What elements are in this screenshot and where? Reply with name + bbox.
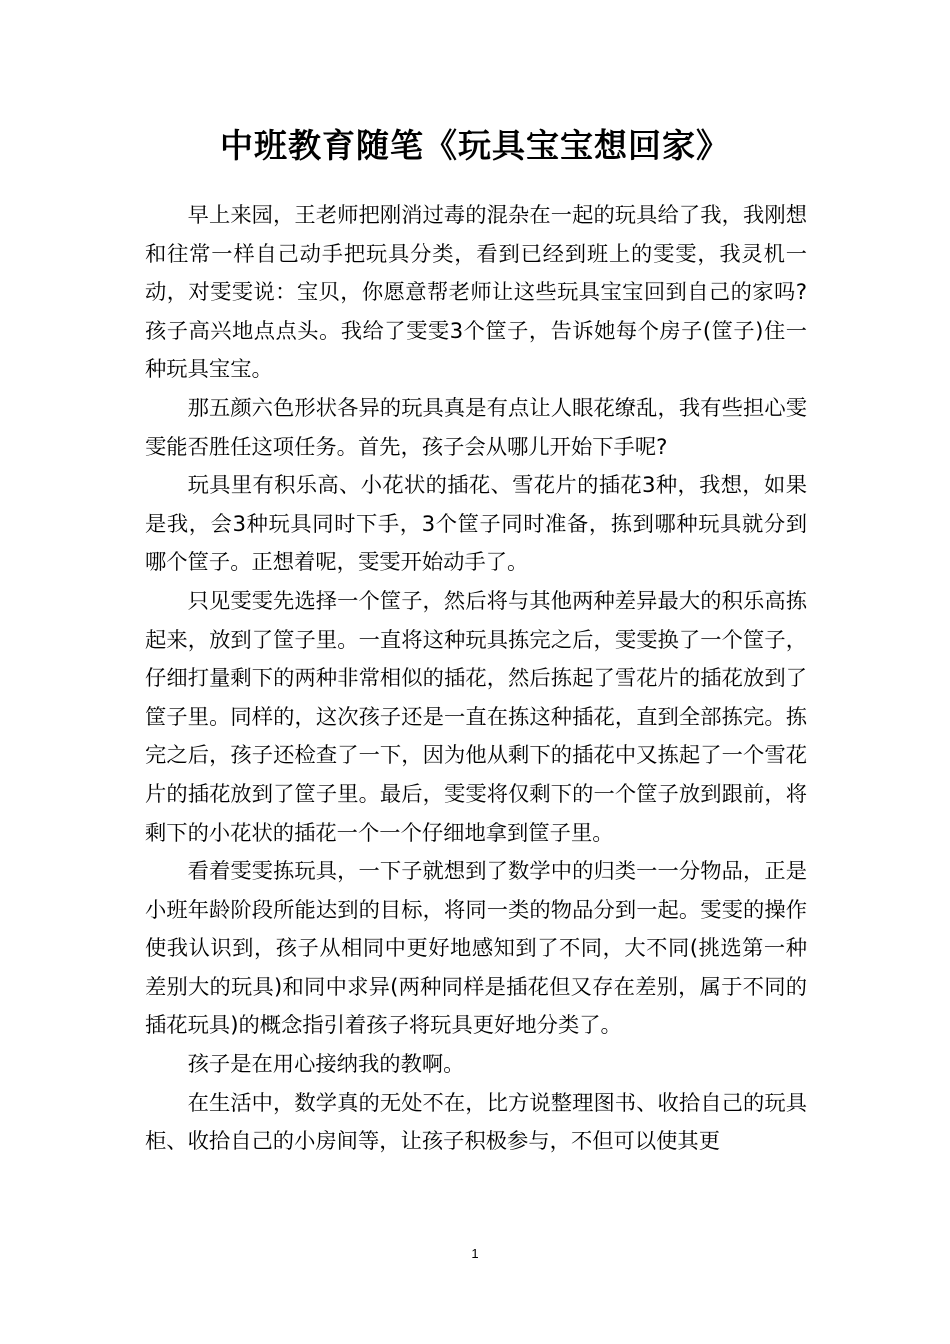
paragraph-1: 早上来园，王老师把刚消过毒的混杂在一起的玩具给了我，我刚想和往常一样自己动手把玩具分类，看到已经到班上的雯雯，我灵机一动，对雯雯说：宝贝，你愿意帮老师让这些玩具宝宝回到自己的家吗?孩子高兴地点点头。我给了雯雯3个筐子，告诉她每个房子(筐子)住一种玩具宝宝。 <box>145 203 807 383</box>
document-body <box>145 197 807 1162</box>
document-title: 中班教育随笔《玩具宝宝想回家》 <box>220 126 730 165</box>
paragraph-2: 那五颜六色形状各异的玩具真是有点让人眼花缭乱，我有些担心雯雯能否胜任这项任务。首先，孩子会从哪儿开始下手呢? <box>145 395 807 460</box>
paragraph-6: 孩子是在用心接纳我的教啊。 <box>187 1052 465 1078</box>
paragraph-4: 只见雯雯先选择一个筐子，然后将与其他两种差异最大的积乐高拣起来，放到了筐子里。一直将这种玩具拣完之后，雯雯换了一个筐子，仔细打量剩下的两种非常相似的插花，然后拣起了雪花片的插花放到了筐子里。同样的，这次孩子还是一直在拣这种插花，直到全部拣完。拣完之后，孩子还检查了一下，因为他从剩下的插花中又拣起了一个雪花片的插花放到了筐子里。最后，雯雯将仅剩下的一个筐子放到跟前，将剩下的小花状的插花一个一个仔细地拿到筐子里。 <box>145 588 807 846</box>
paragraph-5: 看着雯雯拣玩具，一下子就想到了数学中的归类一一分物品，正是小班年龄阶段所能达到的目标，将同一类的物品分到一起。雯雯的操作使我认识到，孩子从相同中更好地感知到了不同，大不同(挑选第一种差别大的玩具)和同中求异(两种同样是插花但又存在差别，属于不同的插花玩具)的概念指引着孩子将玩具更好地分类了。 <box>145 859 807 1039</box>
paragraph-3: 玩具里有积乐高、小花状的插花、雪花片的插花3种，我想，如果是我，会3种玩具同时下手，3个筐子同时准备，拣到哪种玩具就分到哪个筐子。正想着呢，雯雯开始动手了。 <box>145 473 807 576</box>
paragraph-7: 在生活中，数学真的无处不在，比方说整理图书、收拾自己的玩具柜、收拾自己的小房间等，让孩子积极参与，不但可以使其更 <box>145 1090 807 1155</box>
page-number: 1 <box>471 1246 479 1261</box>
